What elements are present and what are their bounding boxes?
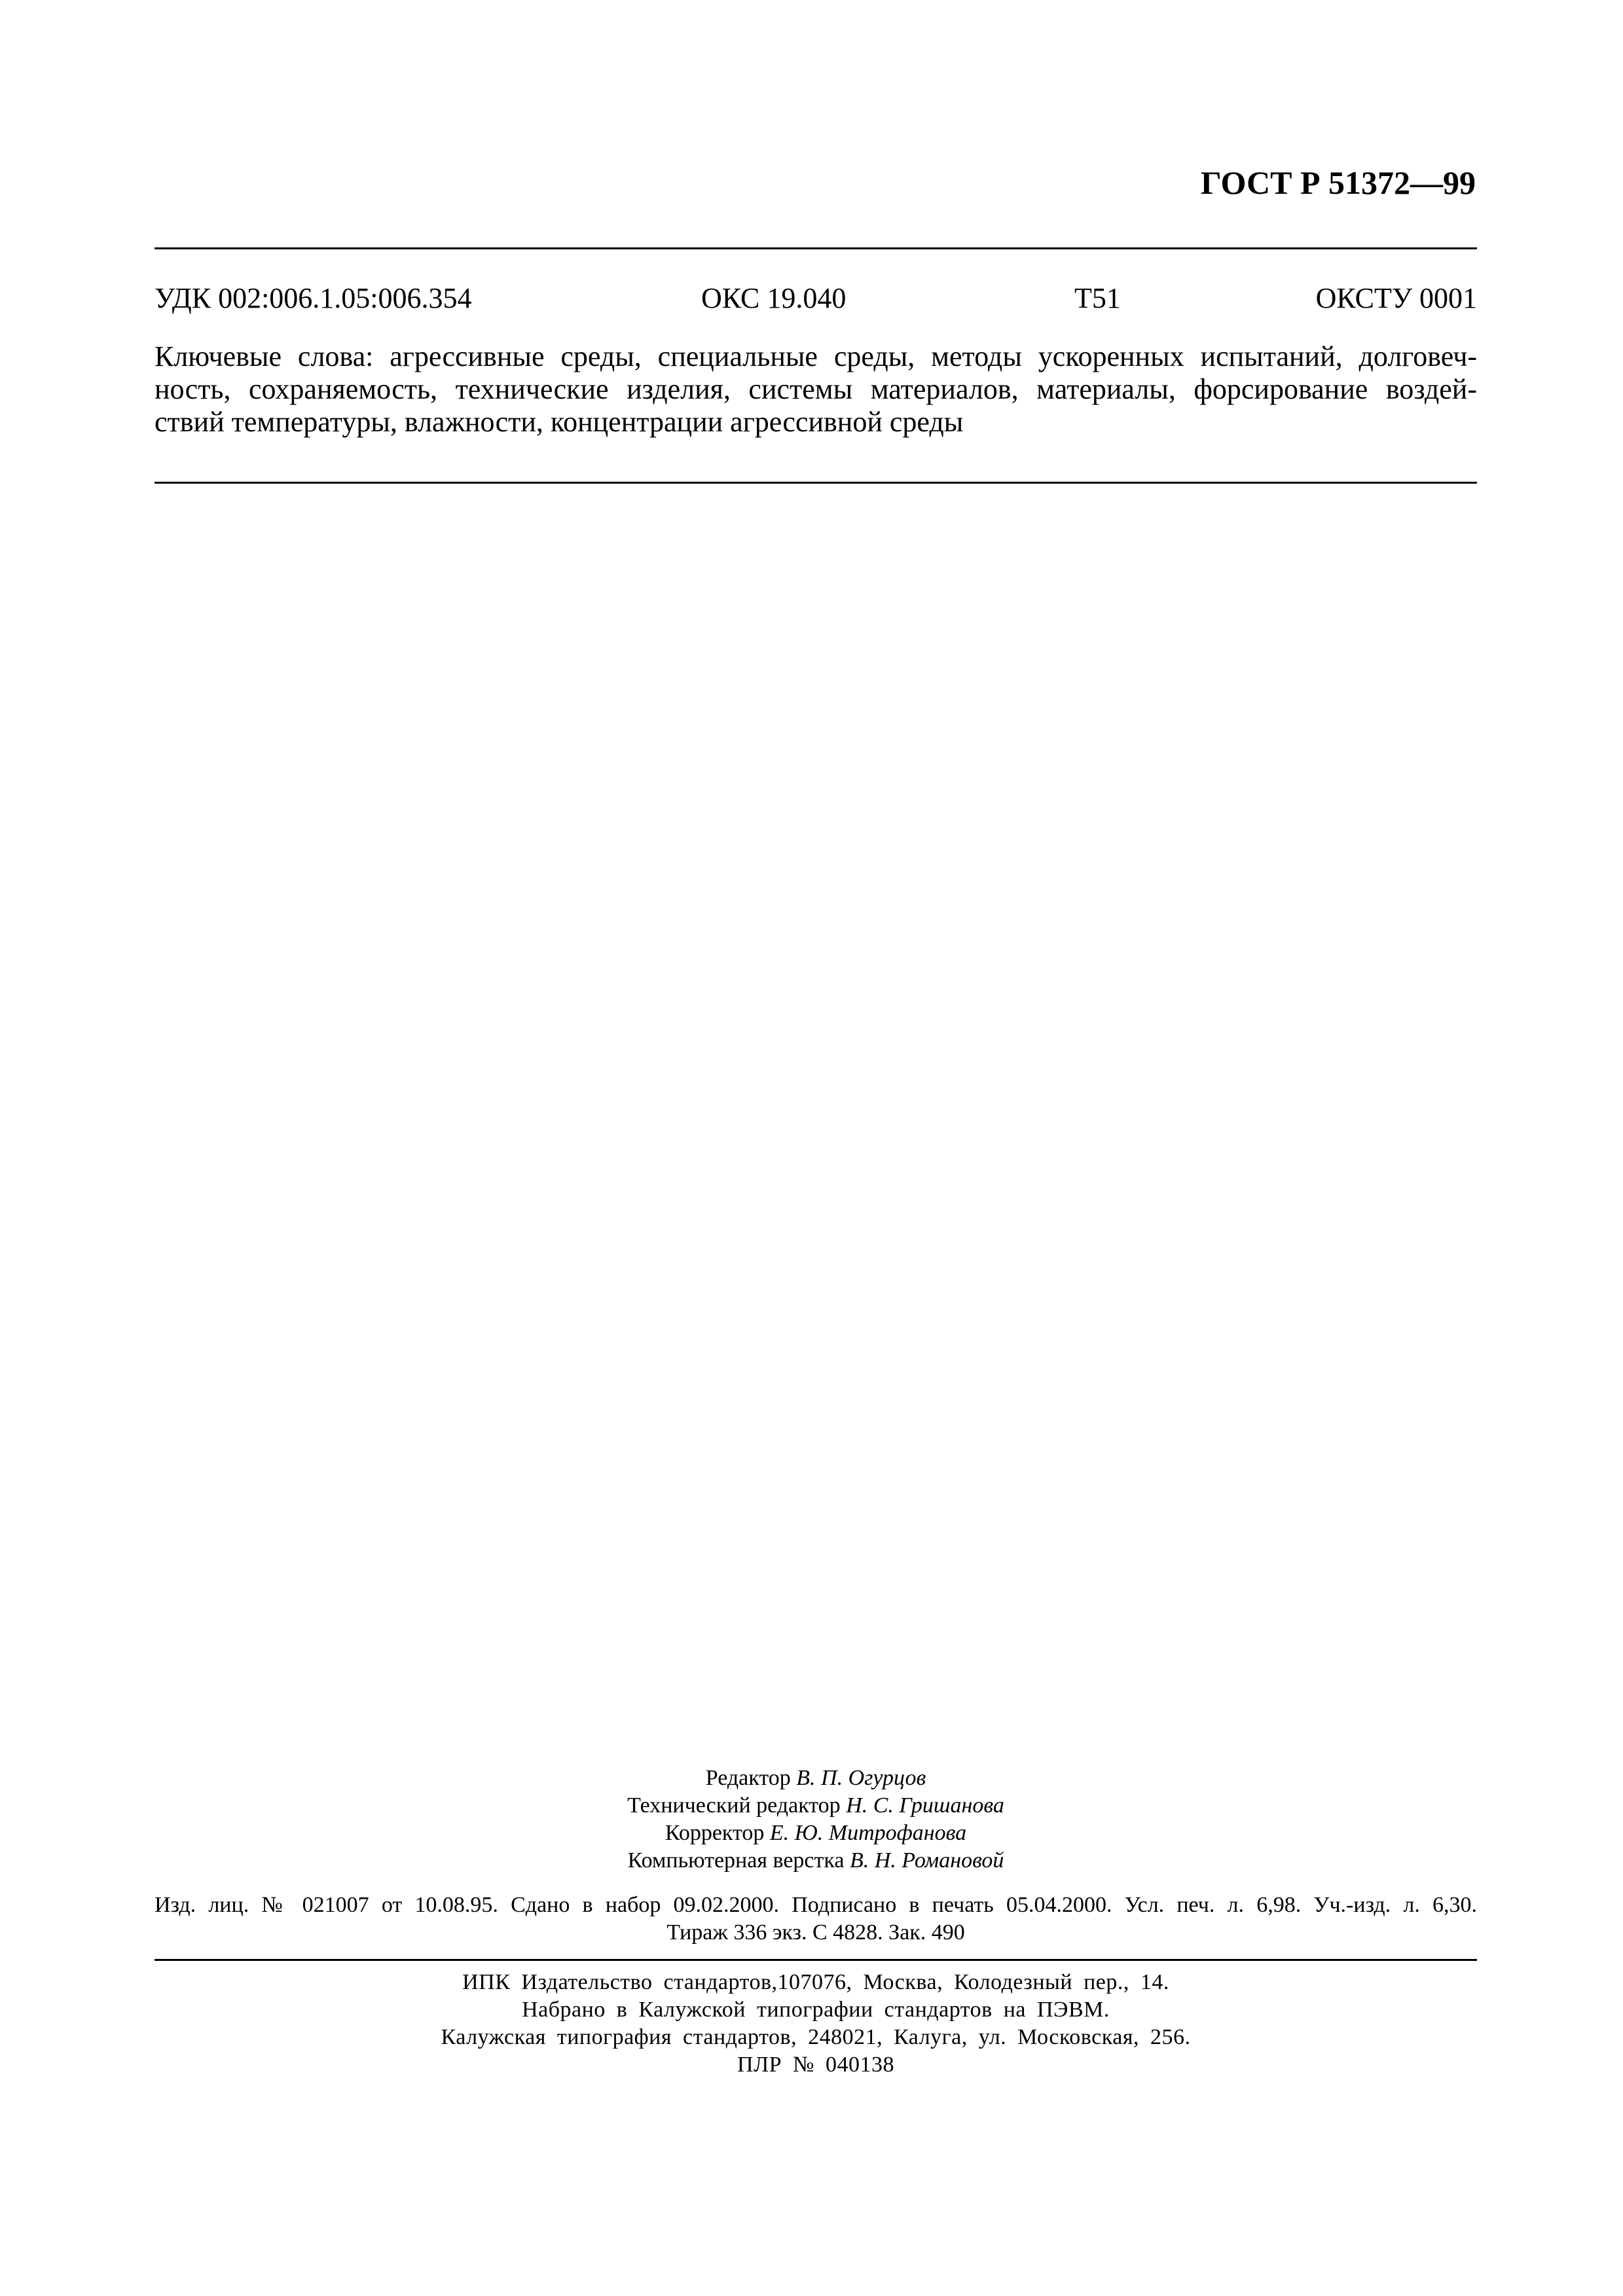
layout-credit <box>155 1847 1477 1874</box>
proofreader-name: Е. Ю. Митрофанова <box>769 1821 967 1845</box>
group-code: Т51 <box>1074 282 1121 314</box>
keywords-line: Ключевые слова: агрессивные среды, специальные среды, методы ускоренных испытаний, долговеч- <box>155 340 1477 372</box>
keywords-line: ствий температуры, влажности, концентрации агрессивной среды <box>155 406 964 438</box>
tech-editor-label: Технический редактор <box>627 1793 841 1818</box>
top-divider <box>155 247 1477 249</box>
classification-row <box>155 281 1477 321</box>
layout-label: Компьютерная верстка <box>627 1848 845 1873</box>
publisher-line: ИПК Издательство стандартов,107076, Москва, Колодезный пер., 14. <box>462 1970 1169 1994</box>
publisher-line: Набрано в Калужской типографии стандартов на ПЭВМ. <box>522 1998 1110 2022</box>
proofreader-credit <box>155 1820 1477 1847</box>
imprint-line: Изд. лиц. № 021007 от 10.08.95. Сдано в набор 09.02.2000. Подписано в печать 05.04.2000. Усл. печ. л. 6,98. Уч.-изд. л. 6,30. <box>155 1893 1477 1917</box>
editor-credit <box>155 1765 1477 1792</box>
document-number: ГОСТ Р 51372—99 <box>1200 164 1476 201</box>
imprint-block <box>155 1892 1477 1946</box>
layout-name: В. Н. Романовой <box>849 1848 1004 1873</box>
keywords-line: ность, сохраняемость, технические изделия, системы материалов, материалы, форсирование воздей- <box>155 373 1477 405</box>
publisher-block <box>155 1969 1477 2079</box>
keywords-divider <box>155 482 1477 484</box>
imprint-line: Тираж 336 экз. С 4828. Зак. 490 <box>666 1920 965 1945</box>
publisher-line: Калужская типография стандартов, 248021, Калуга, ул. Московская, 256. <box>441 2025 1191 2049</box>
tech-editor-credit <box>155 1792 1477 1820</box>
oks-code: ОКС 19.040 <box>701 282 847 314</box>
editor-label: Редактор <box>705 1766 791 1790</box>
keywords-paragraph <box>155 340 1477 439</box>
proofreader-label: Корректор <box>665 1821 765 1845</box>
udc-code: УДК 002:006.1.05:006.354 <box>155 282 472 314</box>
tech-editor-name: Н. С. Гришанова <box>846 1793 1004 1818</box>
credits-block <box>155 1765 1477 1874</box>
imprint-divider <box>155 1959 1477 1961</box>
okstu-code: ОКСТУ 0001 <box>1315 282 1477 314</box>
publisher-line: ПЛР № 040138 <box>737 2053 894 2077</box>
editor-name: В. П. Огурцов <box>796 1766 926 1790</box>
